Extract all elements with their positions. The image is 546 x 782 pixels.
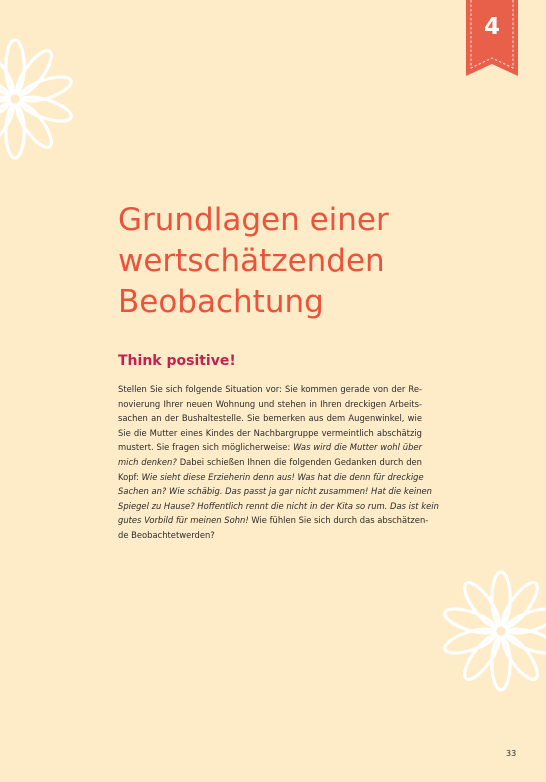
italic-text-run: mich denken? — [118, 456, 177, 467]
italic-text-run: gutes Vorbild für meinen Sohn! — [118, 515, 249, 526]
body-text-line — [118, 426, 422, 441]
section-heading: Think positive! — [118, 353, 236, 369]
body-text-line — [118, 470, 422, 485]
italic-text-run: Wie sieht diese Erzieherin denn aus! Was hat die denn für dreckige — [141, 471, 424, 482]
page-number: 33 — [506, 749, 517, 758]
body-paragraph — [118, 382, 439, 543]
body-text-line — [118, 499, 439, 514]
body-text-line — [118, 455, 422, 470]
text-run: Dabei schießen Ihnen die folgenden Gedanken durch den — [176, 456, 422, 467]
italic-text-run: Was wird die Mutter wohl über — [293, 442, 423, 453]
italic-text-run: Spiegel zu Hause? Hoffentlich rennt die nicht in der Kita so rum. Das ist kein — [118, 500, 439, 511]
ribbon-shape — [466, 0, 518, 80]
body-text-line — [118, 513, 429, 528]
chapter-title-line: Grundlagen einer — [118, 202, 389, 238]
text-run: de Beobachtetwerden? — [118, 529, 215, 540]
chapter-ribbon — [466, 0, 518, 80]
text-run: Stellen Sie sich folgende Situation vor: Sie kommen gerade von der Re- — [118, 384, 422, 394]
chapter-title — [118, 200, 498, 323]
text-run: mustert. Sie fragen sich möglicherweise: — [118, 442, 294, 453]
body-text-line — [118, 397, 422, 412]
daisy-flower-icon — [440, 570, 546, 692]
italic-text-run: Sachen an? Wie schäbig. Das passt ja gar nicht zusammen! Hat die keinen — [118, 486, 432, 497]
text-run: Kopf: — [118, 471, 142, 482]
chapter-title-line: Beobachtung — [118, 284, 324, 320]
text-run: sachen an der Bushaltestelle. Sie bemerken aus dem Augenwinkel, wie — [118, 413, 422, 424]
body-text-line — [118, 440, 422, 455]
body-text-line — [118, 382, 422, 397]
text-run: Wie fühlen Sie sich durch das abschätzen- — [248, 515, 429, 526]
chapter-number: 4 — [483, 14, 500, 40]
chapter-title-line: wertschätzenden — [118, 243, 385, 279]
text-run: novierung Ihrer neuen Wohnung und stehen in Ihren dreckigen Arbeits- — [118, 398, 422, 409]
daisy-flower-icon — [0, 38, 76, 160]
body-text-line — [118, 528, 422, 543]
body-text-line — [118, 411, 422, 426]
text-run: Sie die Mutter eines Kindes der Nachbargruppe vermeintlich abschätzig — [118, 427, 422, 438]
body-text-line — [118, 484, 432, 499]
